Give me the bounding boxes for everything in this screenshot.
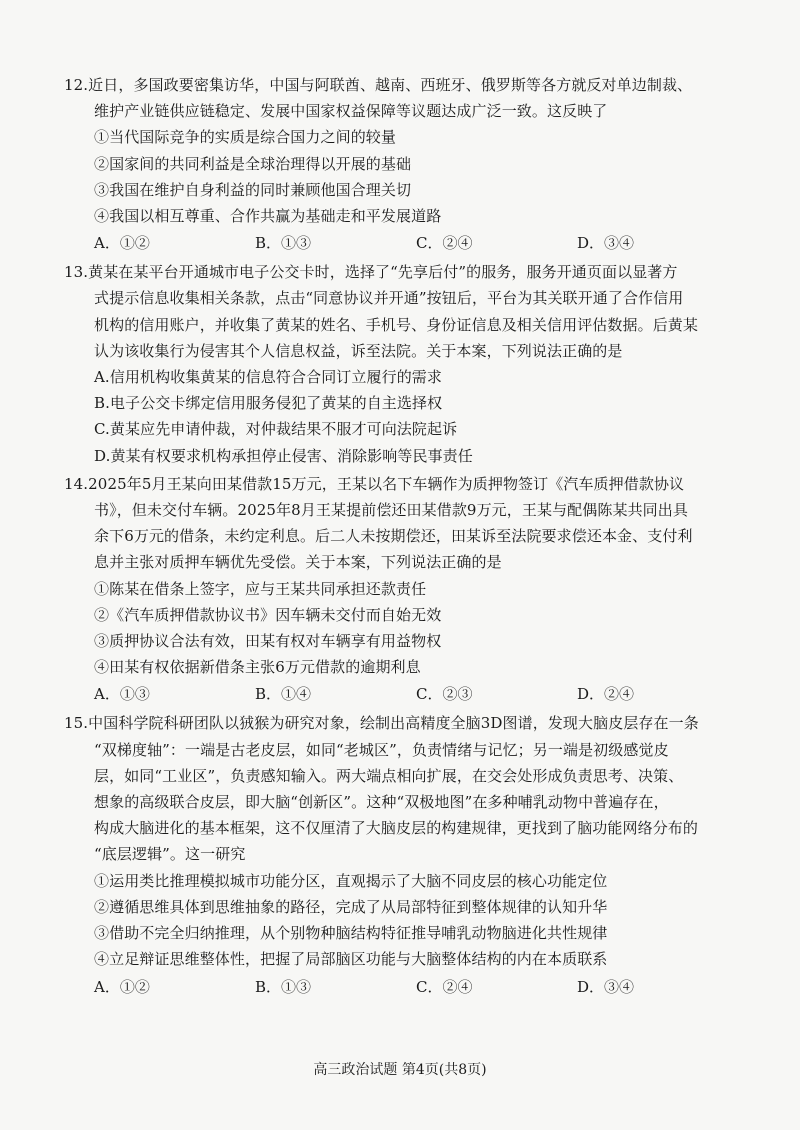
question-14: [64, 471, 754, 709]
statement-3: ③借助不完全归纳推理，从个别物种脑结构特征推导哺乳动物脑进化共性规律: [94, 924, 608, 943]
option-a[interactable]: A．①③: [94, 685, 150, 704]
statement-4: ④田某有权依据新借条主张6万元借款的逾期利息: [94, 658, 421, 677]
option-b[interactable]: B．①③: [255, 234, 312, 253]
question-stem-line: “底层逻辑”。这一研究: [94, 845, 246, 864]
question-13: [64, 259, 754, 469]
question-stem-line: 机构的信用账户，并收集了黄某的姓名、手机号、身份证信息及相关信用评估数据。后黄某: [94, 315, 699, 334]
question-15: [64, 710, 754, 1000]
option-c[interactable]: C．②④: [416, 977, 473, 996]
statement-4: ④立足辩证思维整体性，把握了局部脑区功能与大脑整体结构的内在本质联系: [94, 950, 608, 969]
question-stem-line: “双梯度轴”：一端是古老皮层，如同“老城区”，负责情绪与记忆；另一端是初级感觉皮: [94, 740, 669, 759]
option-c[interactable]: C．②③: [416, 685, 473, 704]
question-stem-line: 息并主张对质押车辆优先受偿。关于本案，下列说法正确的是: [94, 553, 502, 572]
question-stem-line: 14.2025年5月王某向田某借款15万元，王某以名下车辆作为质押物签订《汽车质押借款协议: [64, 474, 685, 493]
question-stem-line: 13.黄某在某平台开通城市电子公交卡时，选择了“先享后付”的服务，服务开通页面以显著方: [64, 263, 678, 282]
questions-container: [64, 72, 754, 1003]
statement-1: ①陈某在借条上签字，应与王某共同承担还款责任: [94, 579, 427, 598]
statement-1: ①当代国际竞争的实质是综合国力之间的较量: [94, 128, 397, 147]
page-footer: 高三政治试题 第4页(共8页): [313, 1062, 487, 1078]
statement-3: ③我国在维护自身利益的同时兼顾他国合理关切: [94, 180, 412, 199]
question-stem-line: 想象的高级联合皮层，即大脑“创新区”。这种“双极地图”在多种哺乳动物中普遍存在，: [94, 793, 669, 812]
statement-4: ④我国以相互尊重、合作共赢为基础走和平发展道路: [94, 207, 442, 226]
question-stem-line: 式提示信息收集相关条款，点击“同意协议并开通”按钮后，平台为其关联开通了合作信用: [94, 289, 684, 308]
question-stem-line: 认为该收集行为侵害其个人信息权益，诉至法院。关于本案，下列说法正确的是: [94, 341, 623, 360]
option-d[interactable]: D.黄某有权要求机构承担停止侵害、消除影响等民事责任: [94, 446, 473, 465]
question-12: [64, 72, 754, 257]
option-c[interactable]: C.黄某应先申请仲裁，对仲裁结果不服才可向法院起诉: [94, 420, 458, 439]
answer-options: [64, 680, 754, 708]
option-c[interactable]: C．②④: [416, 234, 473, 253]
statement-2: ②国家间的共同利益是全球治理得以开展的基础: [94, 154, 412, 173]
statement-2: ②《汽车质押借款协议书》因车辆未交付而自始无效: [94, 605, 442, 624]
question-stem-line: 构成大脑进化的基本框架，这不仅厘清了大脑皮层的构建规律，更找到了脑功能网络分布的: [94, 819, 699, 838]
option-a[interactable]: A．①②: [94, 234, 150, 253]
option-a[interactable]: A.信用机构收集黄某的信息符合合同订立履行的需求: [94, 368, 443, 387]
option-b[interactable]: B.电子公交卡绑定信用服务侵犯了黄某的自主选择权: [94, 394, 443, 413]
statement-2: ②遵循思维具体到思维抽象的路径，完成了从局部特征到整体规律的认知升华: [94, 897, 608, 916]
question-stem-line: 15.中国科学院科研团队以狨猴为研究对象，绘制出高精度全脑3D图谱，发现大脑皮层存在一条: [64, 714, 699, 733]
option-d[interactable]: D．②④: [577, 685, 635, 704]
question-stem-line: 维护产业链供应链稳定、发展中国家权益保障等议题达成广泛一致。这反映了: [94, 102, 608, 121]
option-d[interactable]: D．③④: [577, 234, 635, 253]
option-d[interactable]: D．③④: [577, 977, 635, 996]
option-b[interactable]: B．①③: [255, 977, 312, 996]
option-a[interactable]: A．①②: [94, 977, 150, 996]
answer-options: [64, 229, 754, 257]
question-stem-line: 余下6万元的借条，未约定利息。后二人未按期偿还，田某诉至法院要求偿还本金、支付利: [94, 527, 693, 546]
answer-options: [64, 973, 754, 1001]
question-stem-line: 层，如同“工业区”，负责感知输入。两大端点相向扩展，在交会处形成负责思考、决策、: [94, 766, 684, 785]
question-stem-line: 书》，但未交付车辆。2025年8月王某提前偿还田某借款9万元，王某与配偶陈某共同出具: [94, 501, 688, 520]
question-stem-line: 12.近日，多国政要密集访华，中国与阿联酋、越南、西班牙、俄罗斯等各方就反对单边制裁、: [64, 76, 693, 94]
statement-3: ③质押协议合法有效，田某有权对车辆享有用益物权: [94, 632, 442, 651]
statement-1: ①运用类比推理模拟城市功能分区，直观揭示了大脑不同皮层的核心功能定位: [94, 871, 608, 890]
option-b[interactable]: B．①④: [255, 685, 312, 704]
